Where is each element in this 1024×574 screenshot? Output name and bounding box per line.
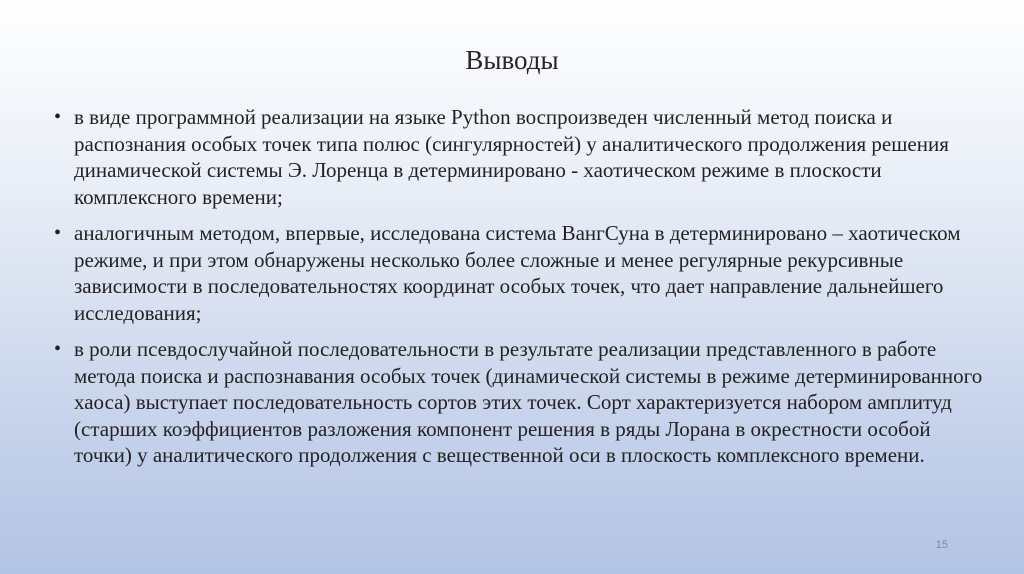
bullet-item — [52, 220, 992, 326]
bullet-dot-icon: • — [54, 222, 62, 244]
bullet-text: в виде программной реализации на языке Python воспроизведен численный метод поиска и распознания особых точек типа полюс (сингулярностей) у аналитического продолжения решения динамической системы Э. Лоренца в детерминировано - хаотическом режиме в плоскости комплексного времени; — [74, 105, 949, 209]
bullet-dot-icon: • — [54, 338, 62, 360]
bullet-dot-icon: • — [54, 106, 62, 128]
bullet-item — [52, 336, 992, 469]
bullet-text: в роли псевдослучайной последовательности в результате реализации представленного в работе метода поиска и распознавания особых точек (динамической системы в режиме детерминированного хаоса) выступает последовательность сортов этих точек. Сорт характеризуется набором амплитуд (старших коэффициентов разложения компонент решения в ряды Лорана в окрестности особой точки) у аналитического продолжения с вещественной оси в плоскость комплексного времени. — [74, 337, 983, 467]
bullet-list — [52, 104, 992, 479]
bullet-text: аналогичным методом, впервые, исследована система ВангСуна в детерминировано – хаотическом режиме, и при этом обнаружены несколько более сложные и менее регулярные рекурсивные зависимости в последовательностях координат особых точек, что дает направление дальнейшего исследования; — [74, 221, 961, 325]
bullet-item — [52, 104, 992, 210]
page-number: 15 — [935, 539, 948, 551]
slide-title: Выводы — [465, 45, 559, 75]
